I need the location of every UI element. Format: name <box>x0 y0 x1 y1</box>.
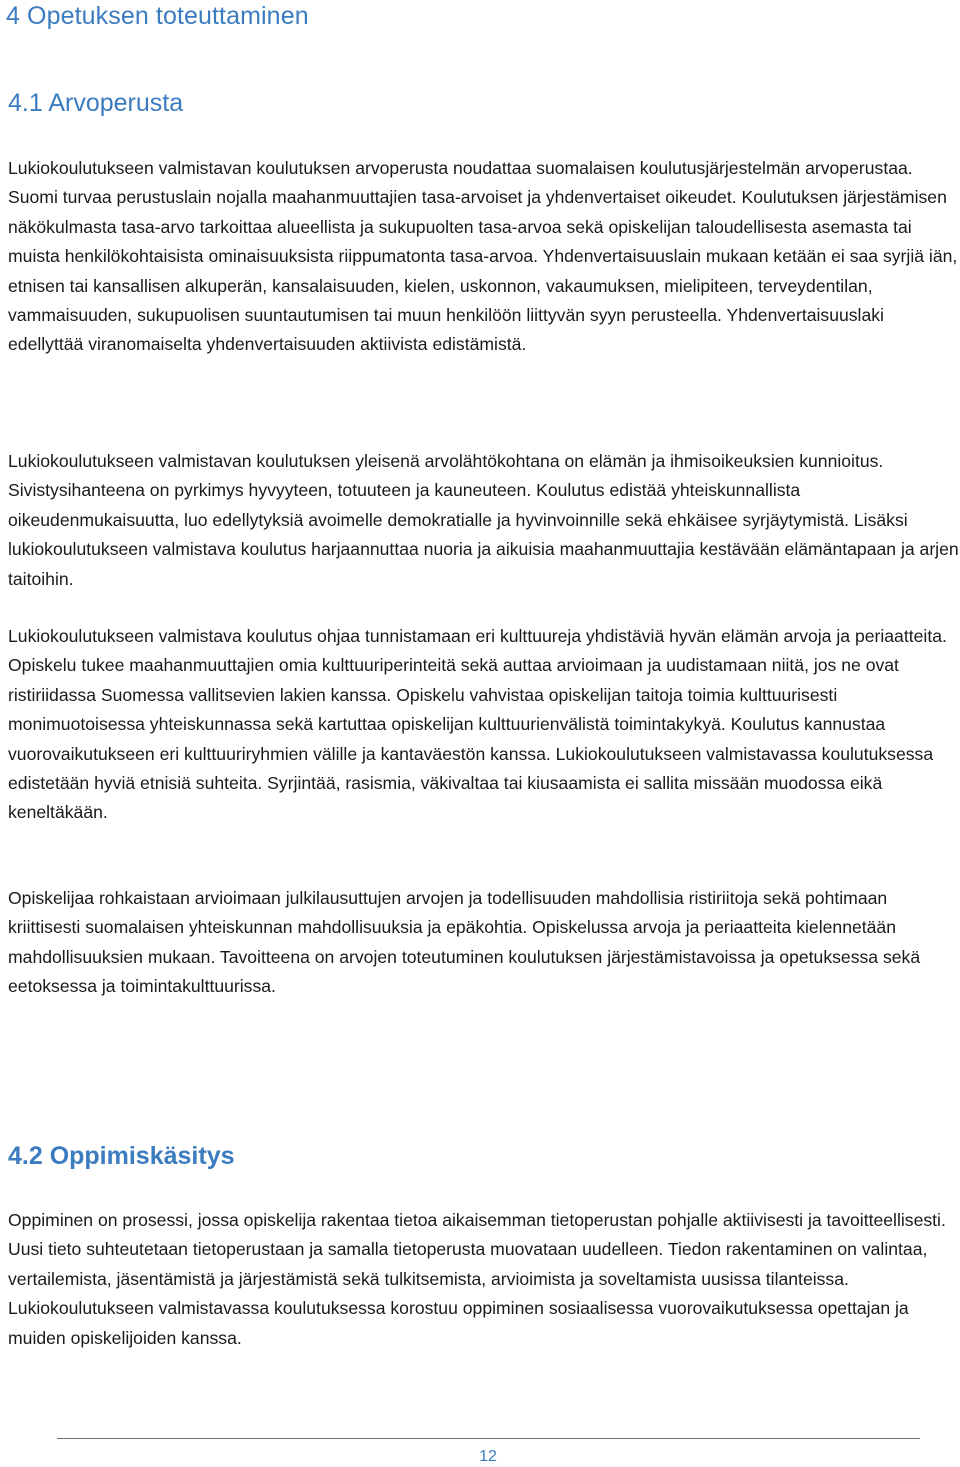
paragraph-arvoperusta-2: Lukiokoulutukseen valmistavan koulutuksen yleisenä arvolähtökohtana on elämän ja ihmisoikeuksien kunnioitus. Sivistysihanteena on pyrkimys hyvyyteen, totuuteen ja kauneuteen. Koulutus edistää yhteiskunnallista oikeudenmukaisuutta, luo edellytyksiä avoimelle demokratialle ja hyvinvoinnille sekä ehkäisee syrjäytymistä. Lisäksi lukiokoulutukseen valmistava koulutus harjaannuttaa nuoria ja aikuisia maahanmuuttajia kestävään elämäntapaan ja arjen taitoihin. <box>8 451 959 589</box>
paragraph-arvoperusta-3: Lukiokoulutukseen valmistava koulutus ohjaa tunnistamaan eri kulttuureja yhdistäviä hyvän elämän arvoja ja periaatteita. Opiskelu tukee maahanmuuttajien omia kulttuuriperinteitä sekä auttaa arvioimaan ja uudistamaan niitä, jos ne ovat ristiriidassa Suomessa vallitsevien lakien kanssa. Opiskelu vahvistaa opiskelijan taitoja toimia kulttuurisesti monimuotoisessa yhteiskunnassa sekä kartuttaa opiskelijan kulttuurienvälistä toimintakykyä. Koulutus kannustaa vuorovaikutukseen eri kulttuuriryhmien välille ja kantaväestön kanssa. Lukiokoulutukseen valmistavassa koulutuksessa edistetään hyviä etnisiä suhteita. Syrjintää, rasismia, väkivaltaa tai kiusaamista ei sallita missään muodossa eikä keneltäkään. <box>8 626 947 823</box>
section-heading-oppimiskasitys: 4.2 Oppimiskäsitys <box>8 1142 235 1170</box>
page-number: 12 <box>479 1448 497 1465</box>
section-heading-arvoperusta: 4.1 Arvoperusta <box>8 89 184 117</box>
paragraph-oppimiskasitys-1: Oppiminen on prosessi, jossa opiskelija rakentaa tietoa aikaisemman tietoperustan pohjalle aktiivisesti ja tavoitteellisesti. Uusi tieto suhteutetaan tietoperustaan ja samalla tietoperusta muovataan uudelleen. Tiedon rakentaminen on valintaa, vertailemista, jäsentämistä ja järjestämistä sekä tulkitsemista, arvioimista ja soveltamista uusissa tilanteissa. Lukiokoulutukseen valmistavassa koulutuksessa korostuu oppiminen sosiaalisessa vuorovaikutuksessa opettajan ja muiden opiskelijoiden kanssa. <box>8 1210 946 1348</box>
paragraph-arvoperusta-4: Opiskelijaa rohkaistaan arvioimaan julkilausuttujen arvojen ja todellisuuden mahdollisia ristiriitoja sekä pohtimaan kriittisesti suomalaisen yhteiskunnan mahdollisuuksia ja epäkohtia. Opiskelussa arvoja ja periaatteita kielennetään mahdollisuuksien mukaan. Tavoitteena on arvojen toteutuminen koulutuksen järjestämistavoissa ja opetuksessa sekä eetoksessa ja toimintakulttuurissa. <box>8 888 921 997</box>
chapter-title: 4 Opetuksen toteuttaminen <box>6 2 309 30</box>
footer-divider <box>57 1438 920 1439</box>
paragraph-arvoperusta-1: Lukiokoulutukseen valmistavan koulutuksen arvoperusta noudattaa suomalaisen koulutusjärjestelmän arvoperustaa. Suomi turvaa perustuslain nojalla maahanmuuttajien tasa-arvoiset ja yhdenvertaiset oikeudet. Koulutuksen järjestämisen näkökulmasta tasa-arvo tarkoittaa alueellista ja sukupuolten tasa-arvoa sekä opiskelijan taloudellisesta asemasta tai muista henkilökohtaisista ominaisuuksista riippumatonta tasa-arvoa. Yhdenvertaisuuslain mukaan ketään ei saa syrjiä iän, etnisen tai kansallisen alkuperän, kansalaisuuden, kielen, uskonnon, vakaumuksen, mielipiteen, terveydentilan, vammaisuuden, sukupuolisen suuntautumisen tai muun henkilöön liittyvän syyn perusteella. Yhdenvertaisuuslaki edellyttää viranomaiselta yhdenvertaisuuden aktiivista edistämistä. <box>8 158 958 355</box>
